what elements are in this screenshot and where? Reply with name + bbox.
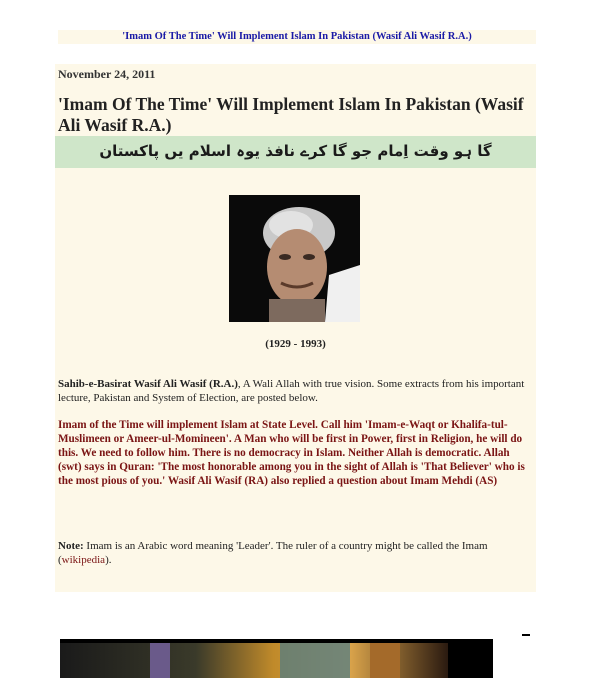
intro-text: , A Wali Allah with true vision. Some extracts from his important lecture, Pakistan and System of Election, are posted below.	[58, 378, 525, 404]
post-date: November 24, 2011	[58, 67, 156, 81]
portrait-image	[229, 195, 360, 322]
note-label: Note:	[58, 540, 84, 552]
quote-paragraph: Imam of the Time will implement Islam at State Level. Call him 'Imam-e-Waqt or Khalifa-tul-Muslimeen or Ameer-ul-Momineen'. A Man who will be first in Power, first in Religion, he will do this. We need to follow him. There is no democracy in Islam. Neither Allah is democratic. Allah (swt) says in Quran: 'The most honorable among you in the sight of Allah is 'That Believer' who is the most pious of you.' Wasif Ali Wasif (RA) also replied a question about Imam Mehdi (AS)	[58, 419, 525, 487]
note-text: Imam is an Arabic word meaning 'Leader'. The ruler of a country might be called the Imam (	[58, 540, 488, 566]
portrait-photo	[229, 195, 360, 322]
photo-caption: (1929 - 1993)	[265, 338, 326, 350]
bottom-banner-image	[60, 639, 493, 678]
intro-bold: Sahib-e-Basirat Wasif Ali Wasif (R.A.)	[58, 378, 238, 390]
banner-graphic	[60, 639, 493, 678]
divider-dash	[522, 634, 530, 636]
post-panel	[55, 64, 536, 592]
intro-paragraph	[58, 378, 530, 405]
wikipedia-link[interactable]: wikipedia	[61, 554, 106, 566]
header-link[interactable]: 'Imam Of The Time' Will Implement Islam In Pakistan (Wasif Ali Wasif R.A.)	[58, 30, 536, 44]
note-end: ).	[105, 554, 112, 566]
urdu-title-band: گا ہو وقت اِمام جو گا کرے نافذ یوہ اسلام یں پاکستان	[55, 136, 536, 168]
post-title[interactable]: 'Imam Of The Time' Will Implement Islam In Pakistan (Wasif Ali Wasif R.A.)	[58, 94, 524, 135]
note-paragraph	[58, 539, 530, 567]
